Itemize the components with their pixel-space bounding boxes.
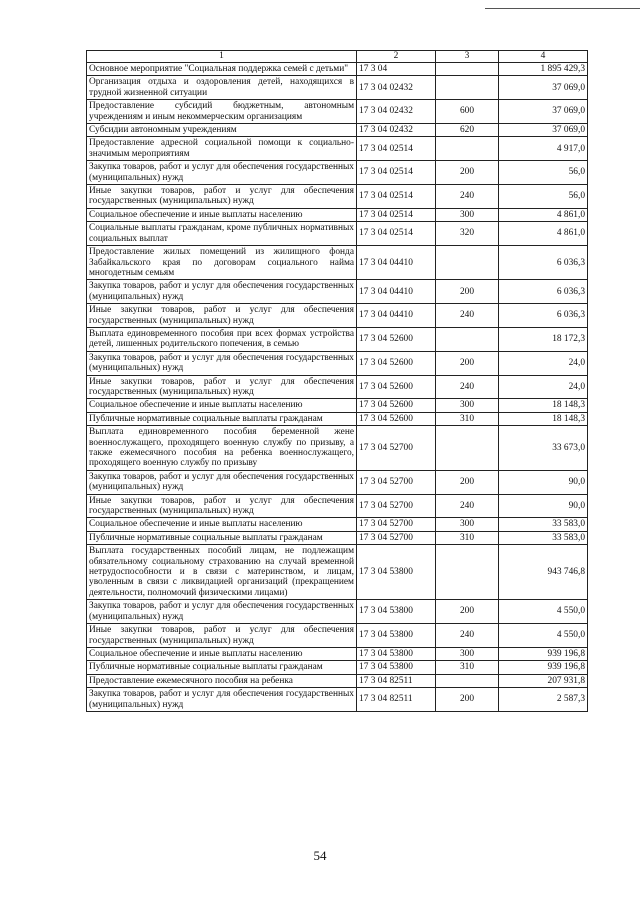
row-amount-cell: 1 895 429,3 bbox=[499, 63, 588, 76]
row-expense-type-cell: 200 bbox=[436, 161, 499, 185]
table-row bbox=[87, 518, 588, 531]
row-name-cell: Закупка товаров, работ и услуг для обеспечения государственных (муниципальных) нужд bbox=[87, 688, 357, 712]
table-row bbox=[87, 161, 588, 185]
row-amount-cell: 56,0 bbox=[499, 161, 588, 185]
row-name-cell: Организация отдыха и оздоровления детей, находящихся в трудной жизненной ситуации bbox=[87, 76, 357, 100]
row-code-cell: 17 3 04 52700 bbox=[357, 494, 436, 518]
table-row bbox=[87, 137, 588, 161]
row-amount-cell: 90,0 bbox=[499, 470, 588, 494]
row-expense-type-cell bbox=[436, 137, 499, 161]
row-code-cell: 17 3 04 52600 bbox=[357, 351, 436, 375]
table-row bbox=[87, 280, 588, 304]
table-row bbox=[87, 688, 588, 712]
table-row bbox=[87, 426, 588, 471]
table-row bbox=[87, 222, 588, 246]
row-amount-cell: 24,0 bbox=[499, 351, 588, 375]
row-amount-cell: 24,0 bbox=[499, 375, 588, 399]
row-code-cell: 17 3 04 82511 bbox=[357, 674, 436, 687]
row-code-cell: 17 3 04 52600 bbox=[357, 327, 436, 351]
row-expense-type-cell: 200 bbox=[436, 470, 499, 494]
row-amount-cell: 37 069,0 bbox=[499, 76, 588, 100]
budget-table bbox=[86, 50, 588, 712]
row-name-cell: Закупка товаров, работ и услуг для обеспечения государственных (муниципальных) нужд bbox=[87, 600, 357, 624]
row-name-cell: Закупка товаров, работ и услуг для обеспечения государственных (муниципальных) нужд bbox=[87, 280, 357, 304]
row-amount-cell: 943 746,8 bbox=[499, 545, 588, 600]
row-code-cell: 17 3 04 02514 bbox=[357, 222, 436, 246]
table-row bbox=[87, 545, 588, 600]
row-expense-type-cell: 240 bbox=[436, 304, 499, 328]
row-name-cell: Публичные нормативные социальные выплаты гражданам bbox=[87, 661, 357, 674]
table-row bbox=[87, 624, 588, 648]
row-expense-type-cell: 600 bbox=[436, 100, 499, 124]
table-row bbox=[87, 375, 588, 399]
row-expense-type-cell bbox=[436, 674, 499, 687]
row-expense-type-cell: 620 bbox=[436, 124, 499, 137]
row-amount-cell: 90,0 bbox=[499, 494, 588, 518]
row-amount-cell: 33 673,0 bbox=[499, 426, 588, 471]
row-amount-cell: 6 036,3 bbox=[499, 246, 588, 280]
row-code-cell: 17 3 04 52600 bbox=[357, 399, 436, 412]
table-row bbox=[87, 412, 588, 425]
table-row bbox=[87, 647, 588, 660]
row-expense-type-cell: 200 bbox=[436, 351, 499, 375]
table-row bbox=[87, 600, 588, 624]
row-expense-type-cell: 240 bbox=[436, 185, 499, 209]
row-name-cell: Предоставление адресной социальной помощи к социально-значимым мероприятиям bbox=[87, 137, 357, 161]
row-expense-type-cell: 240 bbox=[436, 624, 499, 648]
row-code-cell: 17 3 04 53800 bbox=[357, 647, 436, 660]
row-name-cell: Закупка товаров, работ и услуг для обеспечения государственных (муниципальных) нужд bbox=[87, 470, 357, 494]
row-amount-cell: 939 196,8 bbox=[499, 661, 588, 674]
row-expense-type-cell bbox=[436, 63, 499, 76]
table-row bbox=[87, 399, 588, 412]
row-amount-cell: 4 861,0 bbox=[499, 208, 588, 221]
row-code-cell: 17 3 04 52700 bbox=[357, 531, 436, 544]
row-name-cell: Субсидии автономным учреждениям bbox=[87, 124, 357, 137]
row-code-cell: 17 3 04 53800 bbox=[357, 624, 436, 648]
row-name-cell: Социальное обеспечение и иные выплаты населению bbox=[87, 518, 357, 531]
table-row bbox=[87, 246, 588, 280]
row-expense-type-cell bbox=[436, 246, 499, 280]
table-row bbox=[87, 661, 588, 674]
page-number: 54 bbox=[313, 848, 327, 863]
row-expense-type-cell: 320 bbox=[436, 222, 499, 246]
row-code-cell: 17 3 04 53800 bbox=[357, 545, 436, 600]
row-code-cell: 17 3 04 02432 bbox=[357, 100, 436, 124]
row-amount-cell: 4 917,0 bbox=[499, 137, 588, 161]
row-amount-cell: 939 196,8 bbox=[499, 647, 588, 660]
row-amount-cell: 18 148,3 bbox=[499, 412, 588, 425]
header-col-3: 3 bbox=[436, 51, 499, 63]
row-code-cell: 17 3 04 04410 bbox=[357, 246, 436, 280]
row-name-cell: Основное мероприятие "Социальная поддержка семей с детьми" bbox=[87, 63, 357, 76]
table-row bbox=[87, 351, 588, 375]
row-amount-cell: 33 583,0 bbox=[499, 518, 588, 531]
table-header-row bbox=[87, 51, 588, 63]
row-name-cell: Социальные выплаты гражданам, кроме публичных нормативных социальных выплат bbox=[87, 222, 357, 246]
row-expense-type-cell: 300 bbox=[436, 518, 499, 531]
scan-edge-line bbox=[485, 8, 640, 9]
table-row bbox=[87, 494, 588, 518]
row-amount-cell: 18 148,3 bbox=[499, 399, 588, 412]
row-code-cell: 17 3 04 52600 bbox=[357, 412, 436, 425]
row-code-cell: 17 3 04 04410 bbox=[357, 304, 436, 328]
row-name-cell: Публичные нормативные социальные выплаты гражданам bbox=[87, 531, 357, 544]
row-expense-type-cell: 200 bbox=[436, 688, 499, 712]
row-name-cell: Предоставление ежемесячного пособия на ребенка bbox=[87, 674, 357, 687]
table-row bbox=[87, 470, 588, 494]
row-amount-cell: 18 172,3 bbox=[499, 327, 588, 351]
row-code-cell: 17 3 04 02514 bbox=[357, 185, 436, 209]
row-amount-cell: 6 036,3 bbox=[499, 280, 588, 304]
row-name-cell: Иные закупки товаров, работ и услуг для обеспечения государственных (муниципальных) нужд bbox=[87, 185, 357, 209]
table-row bbox=[87, 63, 588, 76]
row-code-cell: 17 3 04 02514 bbox=[357, 161, 436, 185]
row-amount-cell: 4 550,0 bbox=[499, 600, 588, 624]
row-code-cell: 17 3 04 02514 bbox=[357, 208, 436, 221]
row-expense-type-cell: 200 bbox=[436, 600, 499, 624]
row-name-cell: Иные закупки товаров, работ и услуг для обеспечения государственных (муниципальных) нужд bbox=[87, 494, 357, 518]
row-code-cell: 17 3 04 52700 bbox=[357, 470, 436, 494]
row-name-cell: Иные закупки товаров, работ и услуг для обеспечения государственных (муниципальных) нужд bbox=[87, 624, 357, 648]
row-code-cell: 17 3 04 02432 bbox=[357, 76, 436, 100]
row-code-cell: 17 3 04 02432 bbox=[357, 124, 436, 137]
row-amount-cell: 37 069,0 bbox=[499, 124, 588, 137]
row-name-cell: Выплата государственных пособий лицам, не подлежащим обязательному социальному страхованию на случай временной нетрудоспособности и в связи с материнством, и лицам, уволенным в связи с ликвидацией организаций (прекращением деятельности, полномочий физическими лицами) bbox=[87, 545, 357, 600]
table-row bbox=[87, 124, 588, 137]
row-name-cell: Иные закупки товаров, работ и услуг для обеспечения государственных (муниципальных) нужд bbox=[87, 375, 357, 399]
row-amount-cell: 33 583,0 bbox=[499, 531, 588, 544]
row-name-cell: Публичные нормативные социальные выплаты гражданам bbox=[87, 412, 357, 425]
row-amount-cell: 4 550,0 bbox=[499, 624, 588, 648]
row-amount-cell: 37 069,0 bbox=[499, 100, 588, 124]
row-name-cell: Иные закупки товаров, работ и услуг для обеспечения государственных (муниципальных) нужд bbox=[87, 304, 357, 328]
table-row bbox=[87, 100, 588, 124]
table-row bbox=[87, 674, 588, 687]
row-amount-cell: 4 861,0 bbox=[499, 222, 588, 246]
table-row bbox=[87, 531, 588, 544]
row-expense-type-cell: 310 bbox=[436, 661, 499, 674]
row-name-cell: Выплата единовременного пособия при всех формах устройства детей, лишенных родительского попечения, в семью bbox=[87, 327, 357, 351]
row-expense-type-cell: 200 bbox=[436, 280, 499, 304]
table-row bbox=[87, 304, 588, 328]
row-expense-type-cell: 310 bbox=[436, 412, 499, 425]
row-expense-type-cell: 240 bbox=[436, 494, 499, 518]
header-col-2: 2 bbox=[357, 51, 436, 63]
row-amount-cell: 6 036,3 bbox=[499, 304, 588, 328]
header-col-4: 4 bbox=[499, 51, 588, 63]
row-code-cell: 17 3 04 02514 bbox=[357, 137, 436, 161]
row-amount-cell: 207 931,8 bbox=[499, 674, 588, 687]
row-amount-cell: 2 587,3 bbox=[499, 688, 588, 712]
row-name-cell: Социальное обеспечение и иные выплаты населению bbox=[87, 208, 357, 221]
row-name-cell: Выплата единовременного пособия беременной жене военнослужащего, проходящего военную службу по призыву, а также ежемесячного пособия на ребенка военнослужащего, проходящего военную службу по призыву bbox=[87, 426, 357, 471]
row-expense-type-cell bbox=[436, 327, 499, 351]
table-row bbox=[87, 327, 588, 351]
row-code-cell: 17 3 04 04410 bbox=[357, 280, 436, 304]
table-row bbox=[87, 185, 588, 209]
row-expense-type-cell: 300 bbox=[436, 647, 499, 660]
row-code-cell: 17 3 04 52700 bbox=[357, 426, 436, 471]
header-col-1: 1 bbox=[87, 51, 357, 63]
row-expense-type-cell bbox=[436, 426, 499, 471]
row-expense-type-cell: 240 bbox=[436, 375, 499, 399]
row-code-cell: 17 3 04 52600 bbox=[357, 375, 436, 399]
row-code-cell: 17 3 04 bbox=[357, 63, 436, 76]
row-code-cell: 17 3 04 53800 bbox=[357, 600, 436, 624]
row-name-cell: Социальное обеспечение и иные выплаты населению bbox=[87, 647, 357, 660]
row-code-cell: 17 3 04 82511 bbox=[357, 688, 436, 712]
row-code-cell: 17 3 04 53800 bbox=[357, 661, 436, 674]
row-code-cell: 17 3 04 52700 bbox=[357, 518, 436, 531]
row-expense-type-cell: 300 bbox=[436, 208, 499, 221]
row-name-cell: Предоставление субсидий бюджетным, автономным учреждениям и иным некоммерческим организациям bbox=[87, 100, 357, 124]
budget-table-body bbox=[87, 51, 588, 712]
row-name-cell: Закупка товаров, работ и услуг для обеспечения государственных (муниципальных) нужд bbox=[87, 161, 357, 185]
row-name-cell: Социальное обеспечение и иные выплаты населению bbox=[87, 399, 357, 412]
table-row bbox=[87, 208, 588, 221]
row-amount-cell: 56,0 bbox=[499, 185, 588, 209]
row-expense-type-cell bbox=[436, 545, 499, 600]
row-expense-type-cell: 310 bbox=[436, 531, 499, 544]
row-name-cell: Закупка товаров, работ и услуг для обеспечения государственных (муниципальных) нужд bbox=[87, 351, 357, 375]
row-expense-type-cell: 300 bbox=[436, 399, 499, 412]
table-row bbox=[87, 76, 588, 100]
row-name-cell: Предоставление жилых помещений из жилищного фонда Забайкальского края по договорам социального найма многодетным семьям bbox=[87, 246, 357, 280]
row-expense-type-cell bbox=[436, 76, 499, 100]
